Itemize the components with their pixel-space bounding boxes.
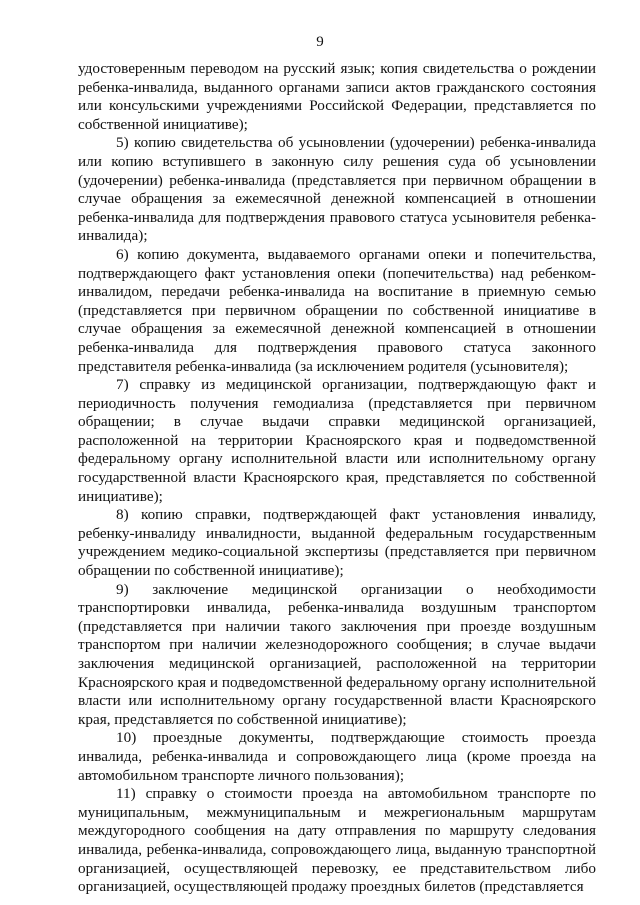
paragraph: удостоверенным переводом на русский язык; копия свидетельства о рождении ребенка-инвалида, выданного органами записи актов гражданского состояния или консульскими учреждениями Российской Федерации, представляется по собственной инициативе); bbox=[78, 60, 596, 133]
paragraph: 5) копию свидетельства об усыновлении (удочерении) ребенка-инвалида или копию вступившего в законную силу решения суда об усыновлении (удочерении) ребенка-инвалида (представляется при первичном обращении в случае обращения за ежемесячной денежной компенсацией в отношении ребенка-инвалида для подтверждения правового статуса усыновителя ребенка-инвалида); bbox=[78, 134, 596, 245]
paragraph: 8) копию справки, подтверждающей факт установления инвалиду, ребенку-инвалиду инвалидности, выданной федеральным государственным учреждением медико-социальной экспертизы (представляется при первичном обращении по собственной инициативе); bbox=[78, 506, 596, 580]
paragraph: 7) справку из медицинской организации, подтверждающую факт и периодичность получения гемодиализа (представляется при первичном обращении; в случае выдачи справки медицинской организацией, расположенной на территории Красноярского края и подведомственной федеральному органу исполнительной власти или исполнительному органу государственной власти Красноярского края, представляется по собственной инициативе); bbox=[78, 376, 596, 505]
page-number: 9 bbox=[316, 34, 324, 50]
paragraph: 10) проездные документы, подтверждающие стоимость проезда инвалида, ребенка-инвалида и сопровождающего лица (кроме проезда на автомобильном транспорте личного пользования); bbox=[78, 729, 596, 784]
paragraph: 11) справку о стоимости проезда на автомобильном транспорте по муниципальным, межмуниципальным и межрегиональным маршрутам междугородного сообщения на дату отправления по маршруту следования инвалида, ребенка-инвалида, сопровождающего лица, выданную транспортной организацией, осуществляющей перевозку, ее представительством либо организацией, осуществляющей продажу проездных билетов (представляется bbox=[78, 785, 596, 896]
paragraph: 6) копию документа, выдаваемого органами опеки и попечительства, подтверждающего факт установления опеки (попечительства) над ребенком-инвалидом, передачи ребенка-инвалида на воспитание в приемную семью (представляется при первичном обращении по собственной инициативе в случае обращения за ежемесячной денежной компенсацией в отношении ребенка-инвалида для подтверждения правового статуса законного представителя ребенка-инвалида (за исключением родителя (усыновителя); bbox=[78, 245, 596, 375]
paragraph: 9) заключение медицинской организации о необходимости транспортировки инвалида, ребенка-инвалида воздушным транспортом (представляется при наличии такого заключения при проезде воздушным транспортом при наличии железнодорожного сообщения; в случае выдачи заключения медицинской организацией, расположенной на территории Красноярского края и подведомственной федеральному органу исполнительной власти или исполнительному органу государственной власти Красноярского края, представляется по собственной инициативе); bbox=[78, 580, 596, 728]
document-body bbox=[78, 60, 596, 897]
